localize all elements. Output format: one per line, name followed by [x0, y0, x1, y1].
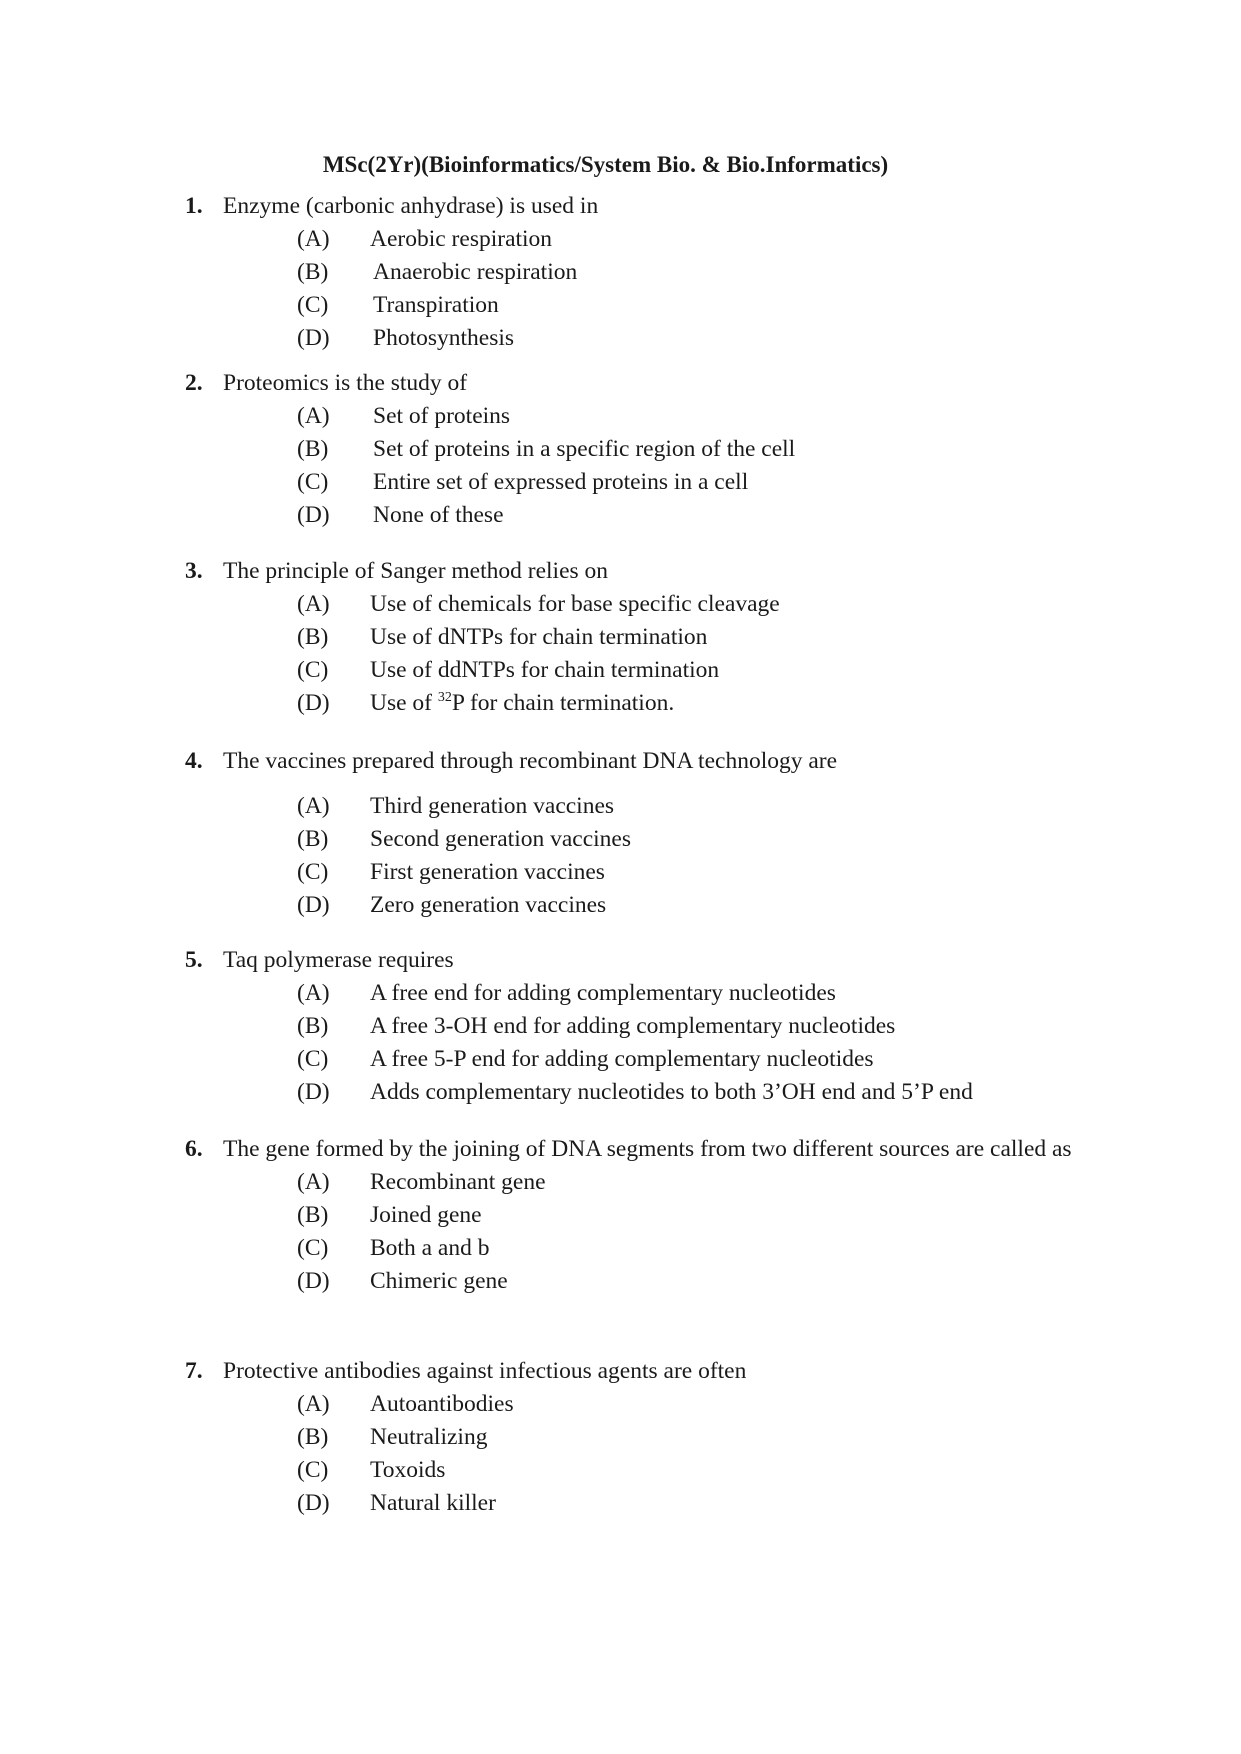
option-text-before: Use of [370, 690, 438, 716]
option-text: Use of dNTPs for chain termination [370, 624, 708, 650]
option-letter: (A) [297, 793, 330, 819]
option-c [185, 1043, 1105, 1076]
option-letter: (B) [297, 826, 329, 852]
question-number: 3. [185, 558, 203, 584]
question-number: 4. [185, 748, 203, 774]
option-list [185, 790, 1105, 922]
question-stem [185, 1355, 1105, 1388]
question-1 [185, 190, 1105, 355]
isotope-superscript: 32 [437, 690, 452, 705]
option-a [185, 1388, 1105, 1421]
question-number: 7. [185, 1358, 203, 1384]
option-list [185, 223, 1105, 355]
option-text [370, 687, 674, 720]
option-b [185, 823, 1105, 856]
question-4 [185, 745, 1105, 922]
option-letter: (A) [297, 591, 330, 617]
option-text: Entire set of expressed proteins in a cell [373, 469, 749, 495]
option-letter: (A) [297, 1169, 330, 1195]
option-text: Natural killer [370, 1490, 496, 1516]
option-c [185, 466, 1105, 499]
option-letter: (C) [297, 657, 329, 683]
option-c [185, 289, 1105, 322]
option-list [185, 400, 1105, 532]
option-a [185, 400, 1105, 433]
option-letter: (C) [297, 1235, 329, 1261]
option-text: Chimeric gene [370, 1268, 508, 1294]
option-letter: (D) [297, 502, 330, 528]
option-text: None of these [373, 502, 504, 528]
option-d [185, 889, 1105, 922]
option-c [185, 654, 1105, 687]
option-text: A free 3-OH end for adding complementary nucleotides [370, 1013, 896, 1039]
option-letter: (D) [297, 1490, 330, 1516]
page-title: MSc(2Yr)(Bioinformatics/System Bio. & Bio.Informatics) [322, 152, 889, 177]
option-text: Both a and b [370, 1235, 490, 1261]
question-text: Proteomics is the study of [223, 370, 468, 396]
option-a [185, 588, 1105, 621]
option-text: A free end for adding complementary nucleotides [370, 980, 836, 1006]
option-text: Use of ddNTPs for chain termination [370, 657, 720, 683]
option-a [185, 1166, 1105, 1199]
question-2 [185, 367, 1105, 532]
question-3 [185, 555, 1105, 720]
option-a [185, 790, 1105, 823]
option-list [185, 977, 1105, 1109]
option-letter: (C) [297, 469, 329, 495]
option-list [185, 1166, 1105, 1298]
question-7 [185, 1355, 1105, 1520]
option-letter: (A) [297, 403, 330, 429]
option-b [185, 1010, 1105, 1043]
question-number: 5. [185, 947, 203, 973]
question-stem [185, 1133, 1105, 1166]
question-stem [185, 367, 1105, 400]
option-text: Set of proteins in a specific region of the cell [373, 436, 796, 462]
option-text: Anaerobic respiration [373, 259, 578, 285]
question-6 [185, 1133, 1105, 1298]
option-d [185, 1487, 1105, 1520]
option-letter: (A) [297, 1391, 330, 1417]
option-text: Zero generation vaccines [370, 892, 607, 918]
question-stem [185, 190, 1105, 223]
option-b [185, 1421, 1105, 1454]
option-letter: (D) [297, 1079, 330, 1105]
option-letter: (A) [297, 226, 330, 252]
question-number: 1. [185, 193, 203, 219]
option-d [185, 1076, 1105, 1109]
option-a [185, 977, 1105, 1010]
option-text: Recombinant gene [370, 1169, 546, 1195]
option-a [185, 223, 1105, 256]
option-letter: (D) [297, 892, 330, 918]
option-letter: (B) [297, 259, 329, 285]
option-text: Adds complementary nucleotides to both 3’OH end and 5’P end [370, 1079, 973, 1105]
option-text: Photosynthesis [373, 325, 515, 351]
option-letter: (C) [297, 859, 329, 885]
option-letter: (B) [297, 624, 329, 650]
option-text: A free 5-P end for adding complementary nucleotides [370, 1046, 874, 1072]
option-b [185, 1199, 1105, 1232]
question-stem [185, 944, 1105, 977]
option-letter: (D) [297, 1268, 330, 1294]
question-number: 2. [185, 370, 203, 396]
option-letter: (D) [297, 690, 330, 716]
option-text: Set of proteins [373, 403, 511, 429]
option-d [185, 1265, 1105, 1298]
question-text: Protective antibodies against infectious agents are often [223, 1358, 747, 1384]
option-text: Second generation vaccines [370, 826, 632, 852]
option-text: Aerobic respiration [370, 226, 553, 252]
option-letter: (B) [297, 1424, 329, 1450]
option-d [185, 499, 1105, 532]
option-letter: (C) [297, 1457, 329, 1483]
option-c [185, 1454, 1105, 1487]
question-stem [185, 555, 1105, 588]
option-letter: (C) [297, 1046, 329, 1072]
option-text: Third generation vaccines [370, 793, 615, 819]
question-text: The vaccines prepared through recombinant DNA technology are [223, 748, 838, 774]
option-text: Toxoids [370, 1457, 446, 1483]
option-list [185, 588, 1105, 720]
option-b [185, 621, 1105, 654]
option-letter: (B) [297, 436, 329, 462]
option-letter: (B) [297, 1013, 329, 1039]
option-text: First generation vaccines [370, 859, 605, 885]
question-text: Taq polymerase requires [223, 947, 454, 973]
question-stem [185, 745, 1105, 778]
option-b [185, 256, 1105, 289]
option-text: Neutralizing [370, 1424, 488, 1450]
option-letter: (C) [297, 292, 329, 318]
option-d [185, 322, 1105, 355]
option-text: Joined gene [370, 1202, 482, 1228]
option-text: Autoantibodies [370, 1391, 514, 1417]
option-letter: (A) [297, 980, 330, 1006]
option-letter: (B) [297, 1202, 329, 1228]
option-text: Use of chemicals for base specific cleavage [370, 591, 780, 617]
option-text: Transpiration [373, 292, 499, 318]
option-text-after: P for chain termination. [451, 690, 675, 716]
option-list [185, 1388, 1105, 1520]
option-letter: (D) [297, 325, 330, 351]
option-c [185, 856, 1105, 889]
question-number: 6. [185, 1136, 203, 1162]
option-b [185, 433, 1105, 466]
question-text: The gene formed by the joining of DNA segments from two different sources are called as [223, 1136, 1072, 1162]
question-text: Enzyme (carbonic anhydrase) is used in [223, 193, 599, 219]
question-text: The principle of Sanger method relies on [223, 558, 609, 584]
question-5 [185, 944, 1105, 1109]
option-c [185, 1232, 1105, 1265]
option-d [185, 687, 1105, 720]
